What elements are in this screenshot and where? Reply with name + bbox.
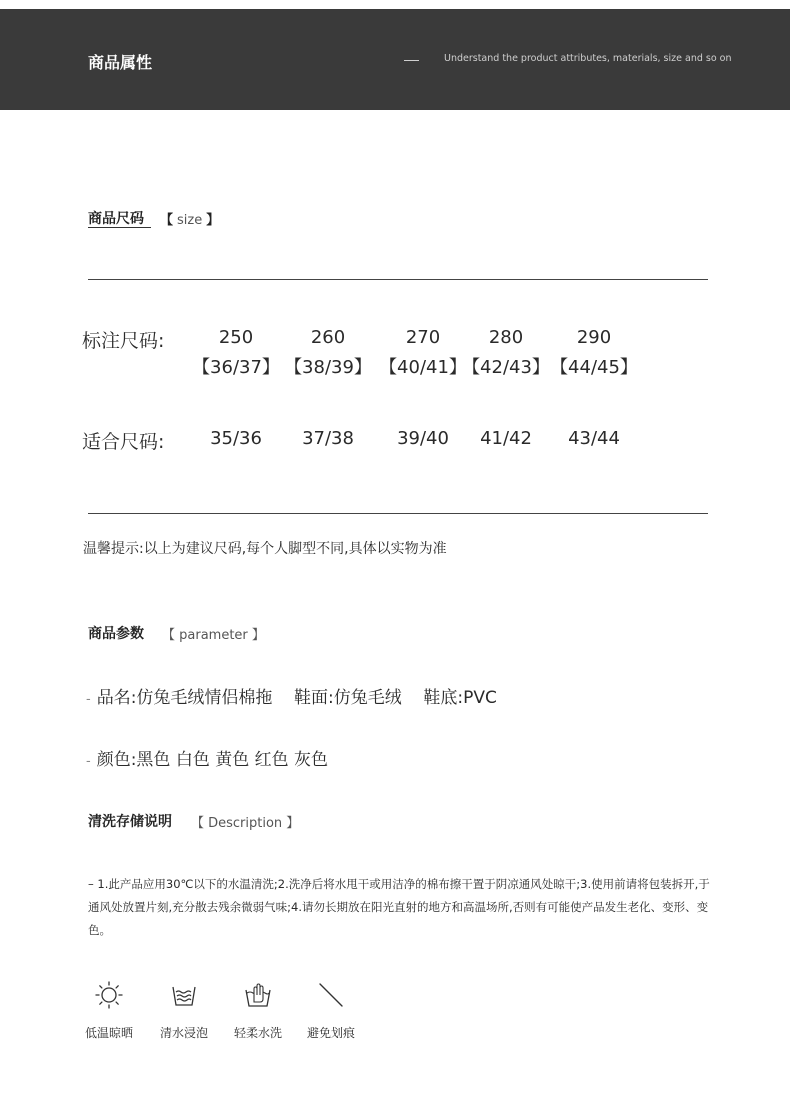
desc-section-title: 清洗存储说明	[88, 814, 172, 830]
care-label: 轻柔水洗	[233, 1026, 282, 1040]
marked-size-eu: 【40/41】	[379, 357, 467, 378]
param-color-text: 颜色:黑色 白色 黄色 红色 灰色	[96, 750, 329, 770]
marked-size-eu: 【38/39】	[284, 357, 372, 378]
param-name-text: 品名:仿兔毛绒情侣棉拖 鞋面:仿兔毛绒 鞋底:PVC	[96, 688, 497, 708]
fit-size-cell: 35/36	[210, 428, 262, 449]
size-tag-close: 】	[206, 213, 220, 228]
size-tip: 温馨提示:以上为建议尺码,每个人脚型不同,具体以实物为准	[83, 541, 447, 557]
header-subtitle: Understand the product attributes, materials, size and so on	[444, 53, 732, 64]
fit-size-label: 适合尺码:	[82, 431, 165, 453]
care-item	[296, 980, 366, 1041]
care-instructions: – 1.此产品应用30℃以下的水温清洗;2.洗净后将水甩干或用洁净的棉布擦干置于阴凉通风处晾干;3.使用前请将包装拆开,于通风处放置片刻,充分散去残余微弱气味;4.请勿长期放在阳光直射的地方和高温场所,否则有可能使产品发生老化、变形、变色。	[88, 877, 710, 937]
size-section-title: 商品尺码	[88, 211, 144, 227]
care-item	[223, 980, 293, 1041]
param-line-color	[86, 745, 328, 770]
care-label: 避免划痕	[306, 1026, 355, 1040]
size-tag-text: size	[177, 213, 203, 228]
header-divider	[404, 60, 419, 61]
care-label: 低温晾晒	[84, 1026, 133, 1040]
header-title: 商品属性	[88, 53, 153, 72]
care-item	[74, 980, 144, 1041]
header-banner	[0, 9, 790, 110]
scratch-line-icon	[316, 980, 346, 1010]
sun-icon	[94, 980, 124, 1010]
size-table-top-rule	[88, 279, 708, 280]
marked-size-cell: 290	[576, 327, 612, 348]
marked-size-eu: 【42/43】	[462, 357, 550, 378]
desc-section-tag: 【 Description 】	[191, 816, 300, 831]
marked-size-label: 标注尺码:	[82, 330, 165, 352]
size-tag-open: 【	[160, 213, 174, 228]
fit-size-cell: 43/44	[568, 428, 620, 449]
marked-size-cell: 280	[488, 327, 524, 348]
param-line-name	[86, 683, 497, 708]
param-dash: -	[86, 692, 91, 707]
size-title-underline	[88, 227, 151, 228]
marked-size-cell: 270	[405, 327, 441, 348]
fit-size-cell: 37/38	[302, 428, 354, 449]
marked-size-eu: 【44/45】	[550, 357, 638, 378]
marked-size-eu: 【36/37】	[192, 357, 280, 378]
fit-size-cell: 41/42	[480, 428, 532, 449]
marked-size-cell: 260	[310, 327, 346, 348]
water-soak-icon	[169, 980, 199, 1010]
marked-size-cell: 250	[218, 327, 254, 348]
size-section-tag	[160, 209, 219, 228]
param-section-tag: 【 parameter 】	[162, 628, 265, 643]
fit-size-cell: 39/40	[397, 428, 449, 449]
param-section-title: 商品参数	[88, 626, 144, 642]
care-label: 清水浸泡	[159, 1026, 208, 1040]
care-item	[149, 980, 219, 1041]
hand-wash-icon	[243, 980, 273, 1010]
param-dash: -	[86, 754, 91, 769]
size-table-bottom-rule	[88, 513, 708, 514]
